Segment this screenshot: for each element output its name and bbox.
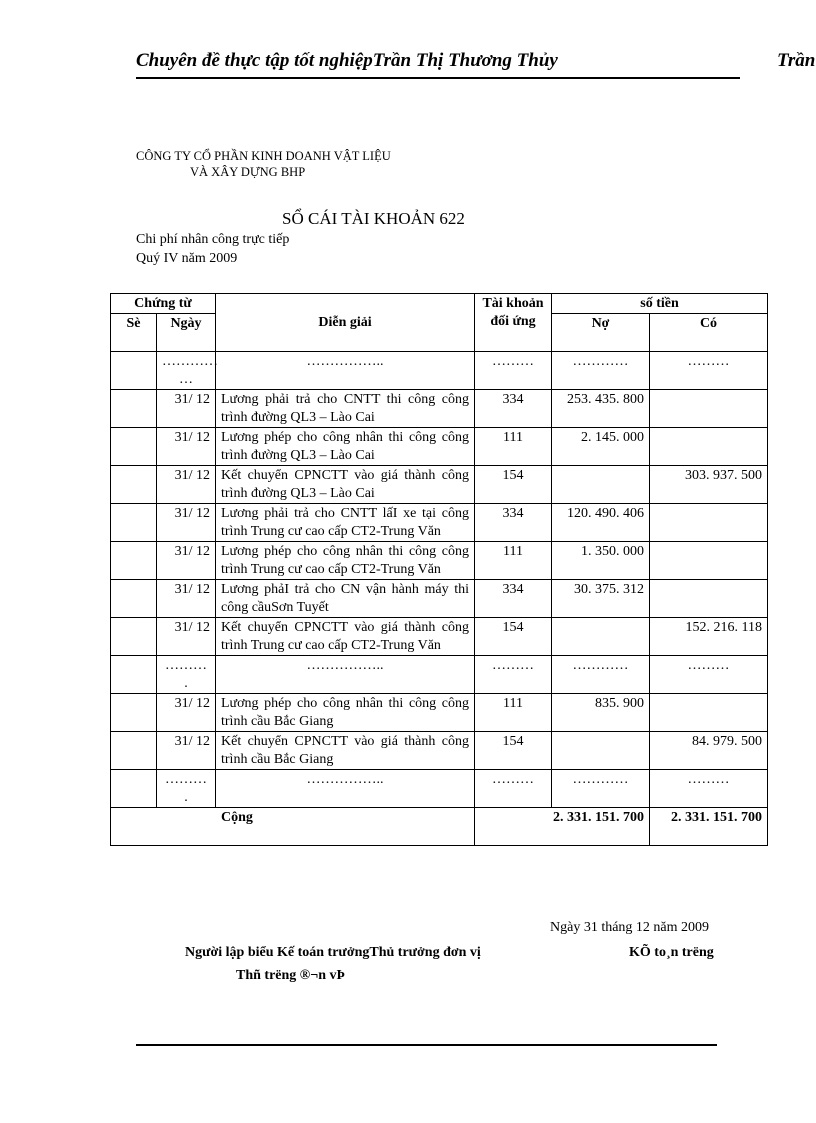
credit-cell: 152. 216. 118 — [650, 618, 768, 656]
debit-cell: 2. 145. 000 — [552, 428, 650, 466]
credit-cell: ……… — [650, 352, 768, 390]
ledger-subtitle-period: Quý IV năm 2009 — [136, 251, 238, 266]
table-row — [111, 466, 768, 504]
description-cell: Lương phảI trả cho CN vận hành máy thi công cầuSơn Tuyết — [216, 580, 475, 618]
description-cell: Lương phép cho công nhân thi công công trình đường QL3 – Lào Cai — [216, 428, 475, 466]
voucher-date-cell: ………… … — [157, 352, 216, 390]
header-rule — [136, 77, 740, 79]
credit-cell — [650, 390, 768, 428]
ledger-subtitle-expense: Chi phí nhân công trực tiếp — [136, 232, 290, 247]
account-cell: 334 — [475, 504, 552, 542]
voucher-date-header: Ngày — [157, 314, 216, 352]
signature-roles: Người lập biểu Kế toán trưởngThủ trưởng đơn vị — [185, 945, 481, 960]
account-cell: ……… — [475, 656, 552, 694]
account-cell: 111 — [475, 694, 552, 732]
voucher-no-cell — [111, 542, 157, 580]
credit-cell: ……… — [650, 770, 768, 808]
total-row — [111, 808, 768, 846]
account-cell: 154 — [475, 466, 552, 504]
table-row — [111, 694, 768, 732]
total-credit: 2. 331. 151. 700 — [650, 808, 768, 846]
ledger-title: SỔ CÁI TÀI KHOẢN 622 — [282, 209, 465, 228]
description-cell: Lương phép cho công nhân thi công công trình cầu Bắc Giang — [216, 694, 475, 732]
account-cell: 111 — [475, 542, 552, 580]
total-debit: 2. 331. 151. 700 — [475, 808, 650, 846]
voucher-date-cell: 31/ 12 — [157, 732, 216, 770]
voucher-no-cell — [111, 428, 157, 466]
ledger-table — [110, 293, 768, 846]
voucher-date-cell: 31/ 12 — [157, 504, 216, 542]
voucher-no-cell — [111, 656, 157, 694]
credit-cell: 303. 937. 500 — [650, 466, 768, 504]
company-line-1: CÔNG TY CỔ PHẦN KINH DOANH VẬT LIỆU — [136, 149, 391, 163]
voucher-no-cell — [111, 504, 157, 542]
account-cell: ……… — [475, 770, 552, 808]
document-header-author: Trần — [777, 50, 816, 71]
account-cell: 154 — [475, 732, 552, 770]
amount-header: số tiền — [552, 294, 768, 314]
voucher-no-header: Sè — [111, 314, 157, 352]
voucher-no-cell — [111, 390, 157, 428]
debit-cell: 253. 435. 800 — [552, 390, 650, 428]
table-row — [111, 732, 768, 770]
credit-cell — [650, 694, 768, 732]
debit-cell: 1. 350. 000 — [552, 542, 650, 580]
voucher-date-cell: 31/ 12 — [157, 466, 216, 504]
voucher-date-cell: 31/ 12 — [157, 542, 216, 580]
account-cell: 334 — [475, 580, 552, 618]
credit-cell: ……… — [650, 656, 768, 694]
description-cell: Lương phải trả cho CNTT thi công công trình đường QL3 – Lào Cai — [216, 390, 475, 428]
voucher-date-cell: 31/ 12 — [157, 694, 216, 732]
account-cell: ……… — [475, 352, 552, 390]
voucher-date-cell: 31/ 12 — [157, 428, 216, 466]
voucher-no-cell — [111, 732, 157, 770]
table-header-row — [111, 294, 768, 314]
footer-rule — [136, 1044, 717, 1046]
description-cell: …………….. — [216, 770, 475, 808]
description-cell: …………….. — [216, 656, 475, 694]
total-label: Cộng — [111, 808, 475, 846]
credit-cell — [650, 580, 768, 618]
table-row — [111, 352, 768, 390]
credit-header: Có — [650, 314, 768, 352]
credit-cell — [650, 504, 768, 542]
voucher-date-cell: 31/ 12 — [157, 618, 216, 656]
signature-date: Ngày 31 tháng 12 năm 2009 — [550, 920, 710, 935]
signature-unit-head: Thñ trëng ®¬n vÞ — [236, 968, 346, 983]
debit-cell — [552, 732, 650, 770]
description-cell: …………….. — [216, 352, 475, 390]
debit-cell: ………… — [552, 770, 650, 808]
debit-cell — [552, 618, 650, 656]
description-header: Diễn giải — [216, 294, 475, 352]
company-name — [136, 148, 391, 180]
voucher-date-cell: 31/ 12 — [157, 580, 216, 618]
voucher-no-cell — [111, 618, 157, 656]
table-row — [111, 580, 768, 618]
description-cell: Lương phép cho công nhân thi công công trình Trung cư cao cấp CT2-Trung Văn — [216, 542, 475, 580]
voucher-no-cell — [111, 580, 157, 618]
voucher-header: Chứng từ — [111, 294, 216, 314]
table-row — [111, 504, 768, 542]
debit-cell — [552, 466, 650, 504]
debit-cell: ………… — [552, 352, 650, 390]
table-row — [111, 542, 768, 580]
voucher-date-cell: ……… . — [157, 656, 216, 694]
voucher-no-cell — [111, 770, 157, 808]
account-cell: 334 — [475, 390, 552, 428]
description-cell: Kết chuyển CPNCTT vào giá thành công trình Trung cư cao cấp CT2-Trung Văn — [216, 618, 475, 656]
account-header: Tài khoản đối ứng — [475, 294, 552, 352]
description-cell: Kết chuyển CPNCTT vào giá thành công trình cầu Bắc Giang — [216, 732, 475, 770]
debit-cell: 835. 900 — [552, 694, 650, 732]
table-row — [111, 656, 768, 694]
company-line-2: VÀ XÂY DỰNG BHP — [190, 165, 306, 179]
voucher-date-cell: ……… . — [157, 770, 216, 808]
account-cell: 154 — [475, 618, 552, 656]
voucher-no-cell — [111, 352, 157, 390]
table-row — [111, 428, 768, 466]
debit-header: Nợ — [552, 314, 650, 352]
credit-cell — [650, 428, 768, 466]
debit-cell: ………… — [552, 656, 650, 694]
document-header-title: Chuyên đề thực tập tốt nghiệpTrần Thị Thương Thủy — [136, 50, 558, 71]
debit-cell: 120. 490. 406 — [552, 504, 650, 542]
voucher-no-cell — [111, 466, 157, 504]
voucher-no-cell — [111, 694, 157, 732]
debit-cell: 30. 375. 312 — [552, 580, 650, 618]
credit-cell: 84. 979. 500 — [650, 732, 768, 770]
description-cell: Kết chuyển CPNCTT vào giá thành công trình đường QL3 – Lào Cai — [216, 466, 475, 504]
account-cell: 111 — [475, 428, 552, 466]
voucher-date-cell: 31/ 12 — [157, 390, 216, 428]
table-row — [111, 770, 768, 808]
table-row — [111, 618, 768, 656]
table-row — [111, 390, 768, 428]
signature-chief-accountant: KÕ to¸n trëng — [629, 945, 714, 960]
credit-cell — [650, 542, 768, 580]
description-cell: Lương phải trả cho CNTT lấI xe tại công trình Trung cư cao cấp CT2-Trung Văn — [216, 504, 475, 542]
